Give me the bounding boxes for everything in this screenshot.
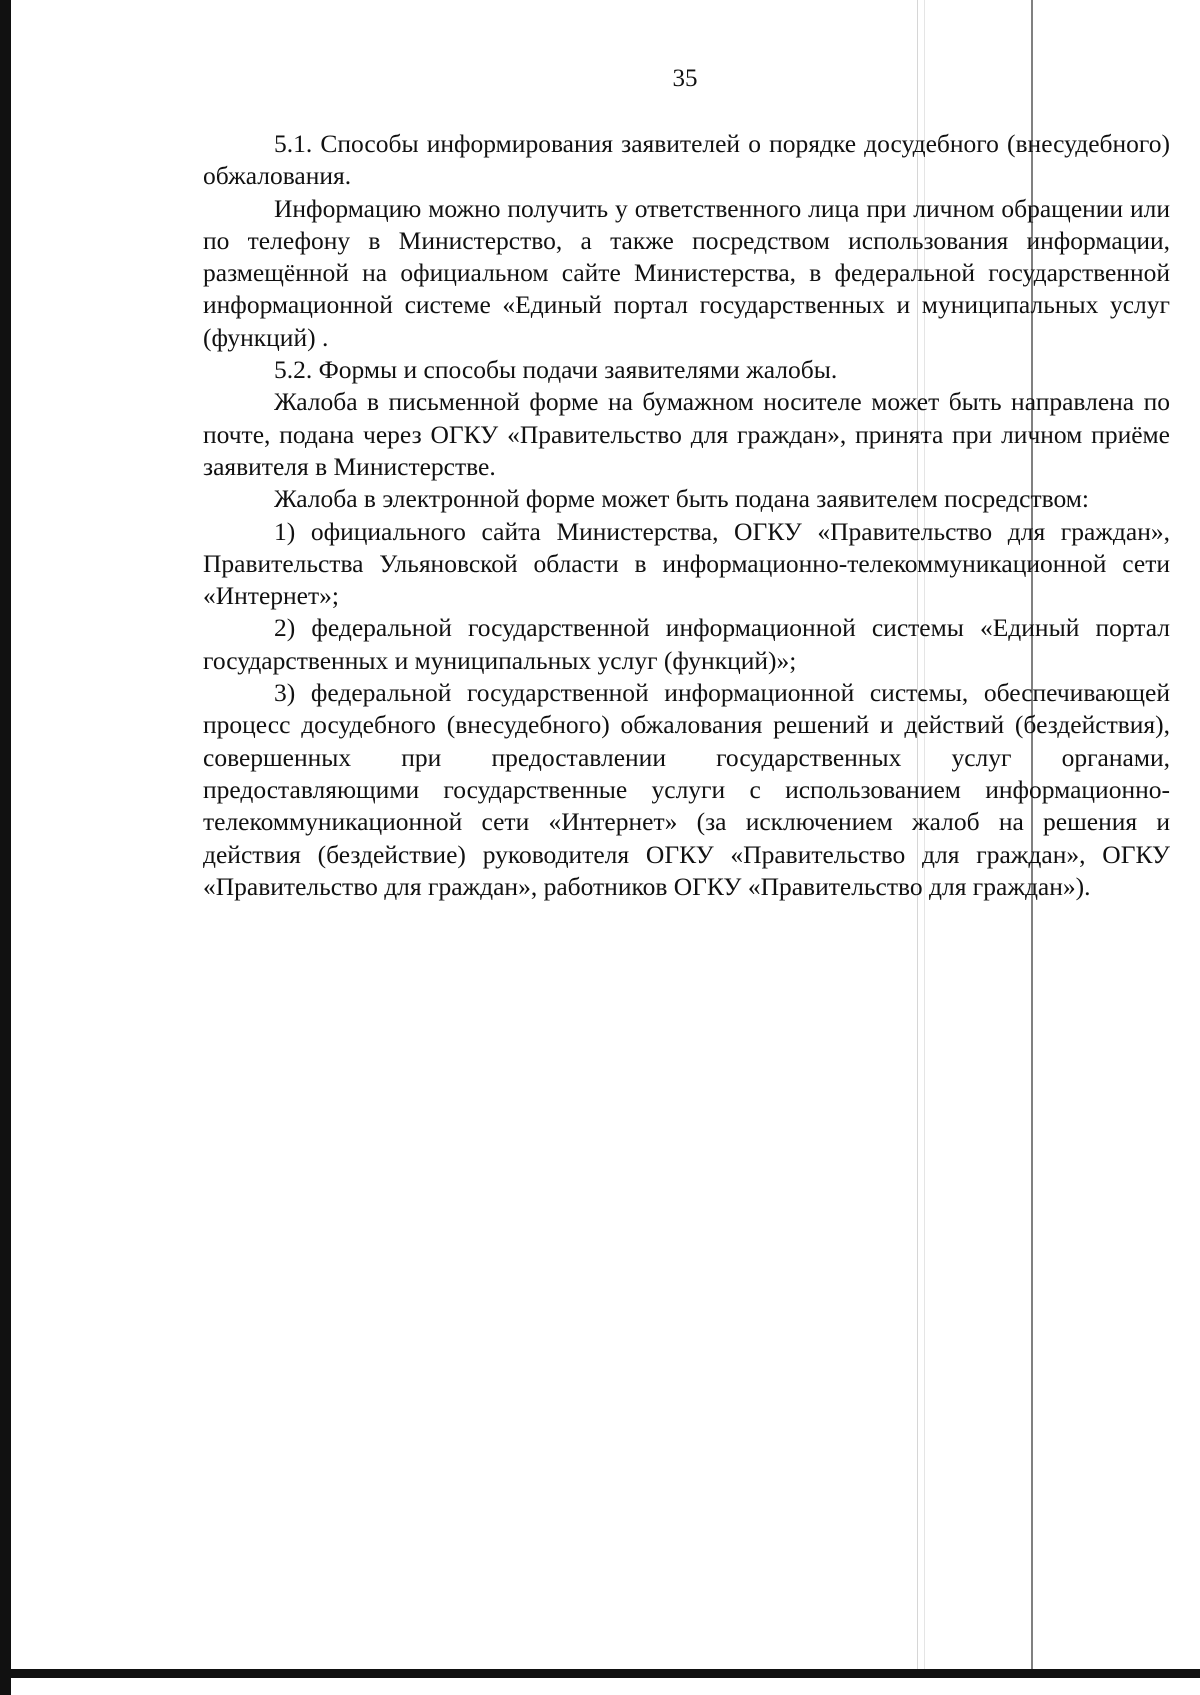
scan-bottom-border [0,1669,1200,1678]
list-item: 2) федеральной государственной информационной системы «Единый портал государственных и муниципальных услуг (функций)»; [203,613,1170,675]
scan-left-border [0,0,11,1695]
paragraph-5-2-heading: 5.2. Формы и способы подачи заявителями жалобы. [274,355,838,385]
document-body [203,128,1170,903]
list-item: 3) федеральной государственной информационной системы, обеспечивающей процесс досудебного (внесудебного) обжалования решений и действий (бездействия), совершенных при предоставлении государственных услуг органами, предоставляющими государственные услуги с использованием информационно-телекоммуникационной сети «Интернет» (за исключением жалоб на решения и действия (бездействие) руководителя ОГКУ «Правительство для граждан», ОГКУ «Правительство для граждан», работников ОГКУ «Правительство для граждан»). [203,678,1170,901]
paragraph: Информацию можно получить у ответственного лица при личном обращении или по телефону в Министерство, а также посредством использования информации, размещённой на официальном сайте Министерства, в федеральной государственной информационной системе «Единый портал государственных и муниципальных услуг (функций) . [203,193,1170,352]
list-item: 1) официального сайта Министерства, ОГКУ «Правительство для граждан», Правительства Ульяновской области в информационно-телекоммуникационной сети «Интернет»; [203,516,1170,611]
page-number: 35 [672,65,698,92]
paragraph: Жалоба в электронной форме может быть подана заявителем посредством: [274,484,1089,514]
paragraph-5-1-heading: 5.1. Способы информирования заявителей о порядке досудебного (внесудебного) обжалования. [203,129,1170,191]
paragraph: Жалоба в письменной форме на бумажном носителе может быть направлена по почте, подана через ОГКУ «Правительство для граждан», принята при личном приёме заявителя в Министерстве. [203,387,1170,481]
